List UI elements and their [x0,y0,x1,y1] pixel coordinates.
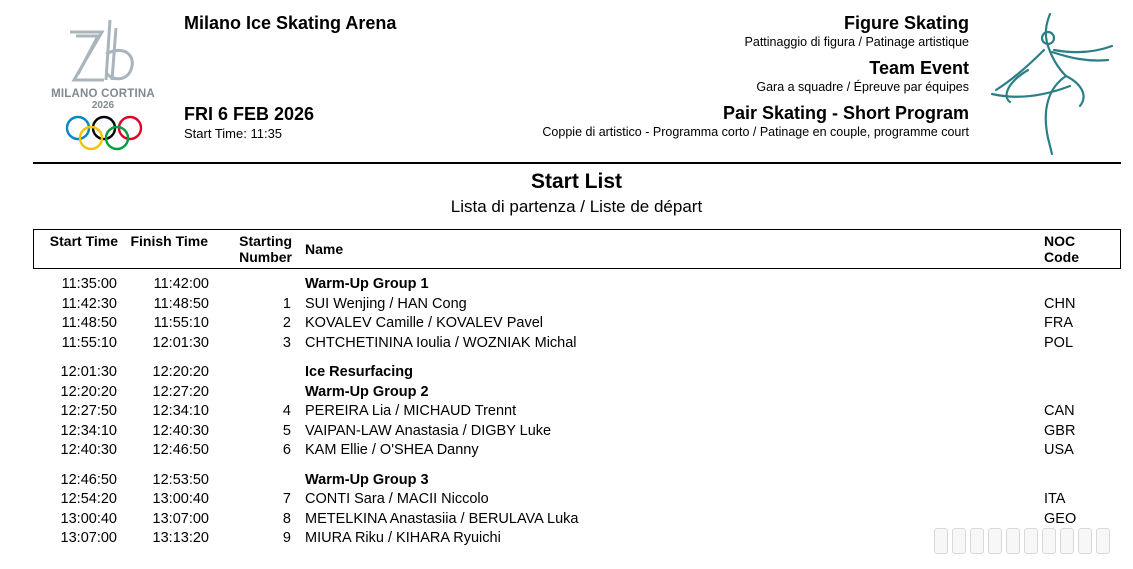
name-cell: METELKINA Anastasiia / BERULAVA Luka [305,511,579,527]
name-cell: Warm-Up Group 1 [305,276,429,292]
sport-subtitle: Pattinaggio di figura / Patinage artistique [744,35,969,49]
start-time-label: Start Time: 11:35 [184,126,283,141]
name-cell: CHTCHETININA Ioulia / WOZNIAK Michal [305,335,577,351]
noc-code-cell: FRA [1044,315,1073,331]
noc-code-cell: CHN [1044,296,1076,312]
toolbar-button[interactable] [988,528,1002,554]
phase-title: Pair Skating - Short Program [722,103,969,123]
table-row [33,362,1121,382]
table-row [33,509,1121,529]
finish-time-cell: 13:13:20 [152,530,209,546]
noc-code-cell: GEO [1044,511,1077,527]
finish-time-cell: 12:53:50 [152,472,209,488]
m26-emblem-icon [70,20,132,80]
starting-number-cell: 2 [282,315,291,331]
name-cell: Ice Resurfacing [305,364,413,380]
olympic-rings-icon [67,117,141,149]
start-time-cell: 11:48:50 [61,315,117,331]
milano-cortina-logo [40,10,168,155]
phase-subtitle: Coppie di artistico - Programma corto / Patinage en couple, programme court [542,125,969,139]
event-title: Team Event [869,58,969,78]
finish-time-cell: 11:55:10 [153,315,209,331]
start-time-cell: 12:46:50 [60,472,117,488]
toolbar-button[interactable] [934,528,948,554]
toolbar-button[interactable] [970,528,984,554]
starting-number-cell: 1 [282,296,291,312]
starting-number-cell: 5 [282,423,291,439]
viewer-toolbar [934,528,1120,554]
start-time-cell: 11:55:10 [61,335,117,351]
header-starting-number: Starting Number [239,233,292,265]
logo-text: MILANO CORTINA [51,88,155,100]
starting-number-cell: 4 [282,403,291,419]
start-time-cell: 12:20:20 [60,384,117,400]
name-cell: KAM Ellie / O'SHEA Danny [305,442,479,458]
header-name: Name [305,241,344,257]
toolbar-button[interactable] [1060,528,1074,554]
table-row [33,401,1121,421]
logo-year: 2026 [91,100,115,111]
noc-code-cell: CAN [1044,403,1075,419]
table-row [33,274,1121,294]
toolbar-button[interactable] [1006,528,1020,554]
table-row [33,382,1121,402]
start-time-cell: 12:01:30 [60,364,117,380]
finish-time-cell: 13:07:00 [152,511,209,527]
figure-skater-icon [988,10,1116,156]
event-subtitle: Gara a squadre / Épreuve par équipes [756,80,969,94]
table-row [33,470,1121,490]
name-cell: KOVALEV Camille / KOVALEV Pavel [305,315,544,331]
start-time-cell: 13:00:40 [60,511,117,527]
finish-time-cell: 12:46:50 [152,442,209,458]
table-row [33,313,1121,333]
toolbar-button[interactable] [952,528,966,554]
finish-time-cell: 11:48:50 [153,296,209,312]
toolbar-button[interactable] [1024,528,1038,554]
start-time-cell: 12:27:50 [60,403,117,419]
document-subtitle: Lista di partenza / Liste de départ [450,197,703,216]
start-time-cell: 11:42:30 [61,296,117,312]
name-cell: MIURA Riku / KIHARA Ryuichi [305,530,501,546]
table-row [33,294,1121,314]
table-header [33,229,1121,269]
noc-code-cell: GBR [1044,423,1076,439]
finish-time-cell: 12:34:10 [152,403,209,419]
name-cell: Warm-Up Group 2 [305,384,429,400]
toolbar-button[interactable] [1078,528,1092,554]
noc-code-cell: POL [1044,335,1074,351]
finish-time-cell: 13:00:40 [152,491,209,507]
starting-number-cell: 8 [282,511,291,527]
header-divider [33,162,1121,164]
name-cell: PEREIRA Lia / MICHAUD Trennt [305,403,517,419]
finish-time-cell: 12:01:30 [152,335,209,351]
noc-code-cell: USA [1044,442,1074,458]
table-row [33,440,1121,460]
start-time-cell: 12:34:10 [60,423,117,439]
table-row [33,421,1121,441]
finish-time-cell: 11:42:00 [153,276,209,292]
finish-time-cell: 12:20:20 [152,364,209,380]
noc-code-cell: ITA [1044,491,1066,507]
name-cell: CONTI Sara / MACII Niccolo [305,491,489,507]
starting-number-cell: 9 [282,530,291,546]
header-noc-code: NOC Code [1044,233,1079,265]
table-row [33,489,1121,509]
starting-number-cell: 6 [282,442,291,458]
name-cell: Warm-Up Group 3 [305,472,429,488]
document-title: Start List [530,170,622,193]
start-time-cell: 12:40:30 [60,442,117,458]
name-cell: VAIPAN-LAW Anastasia / DIGBY Luke [305,423,552,439]
name-cell: SUI Wenjing / HAN Cong [305,296,467,312]
start-time-cell: 12:54:20 [60,491,117,507]
table-row [33,333,1121,353]
event-info-block [449,12,969,140]
sport-title: Figure Skating [843,13,969,33]
starting-number-cell: 3 [282,335,291,351]
finish-time-cell: 12:27:20 [152,384,209,400]
header-finish-time: Finish Time [130,233,208,249]
finish-time-cell: 12:40:30 [152,423,209,439]
event-date: FRI 6 FEB 2026 [184,104,315,124]
start-time-cell: 11:35:00 [61,276,117,292]
starting-number-cell: 7 [282,491,291,507]
header-start-time: Start Time [49,233,118,249]
venue-title: Milano Ice Skating Arena [184,13,397,33]
toolbar-button[interactable] [1042,528,1056,554]
toolbar-button[interactable] [1096,528,1110,554]
start-time-cell: 13:07:00 [60,530,117,546]
